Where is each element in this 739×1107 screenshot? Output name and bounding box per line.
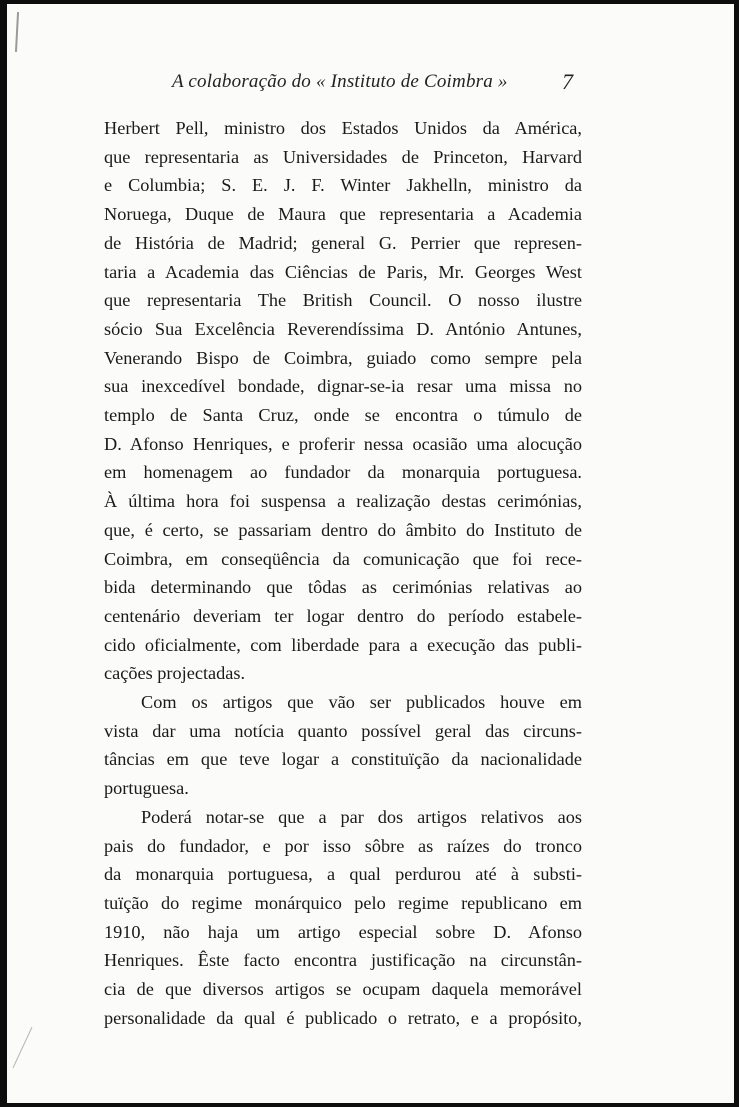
running-title: A colaboração do « Instituto de Coimbra »	[172, 71, 508, 92]
text-line: Coimbra, em conseqüência da comunicação que foi rece-	[104, 548, 582, 569]
text-line: cia de que diversos artigos se ocupam daquela memorável	[104, 979, 582, 1000]
text-line: centenário deveriam ter logar dentro do período estabele-	[104, 605, 582, 626]
text-line: Noruega, Duque de Maura que representaria a Academia	[104, 204, 582, 225]
text-line: que, é certo, se passariam dentro do âmbito do Instituto de	[104, 519, 582, 540]
text-line: sócio Sua Excelência Reverendíssima D. António Antunes,	[104, 318, 582, 339]
text-line: À última hora foi suspensa a realização destas cerimónias,	[104, 491, 582, 512]
text-line: D. Afonso Henriques, e proferir nessa ocasião uma alocução	[104, 433, 582, 454]
text-line: cações projectadas.	[104, 663, 246, 684]
scan-edge-right	[734, 0, 739, 1107]
text-line: bida determinando que tôdas as cerimónias relativas ao	[104, 577, 582, 598]
page-number: 7	[562, 69, 573, 94]
text-line: da monarquia portuguesa, a qual perdurou até à substi-	[104, 864, 582, 885]
text-line: cido oficialmente, com liberdade para a execução das publi-	[104, 634, 582, 655]
scan-mark	[13, 1027, 33, 1068]
scan-mark	[15, 12, 19, 52]
scan-edge-left	[0, 0, 7, 1107]
text-line: Herbert Pell, ministro dos Estados Unidos da América,	[104, 118, 582, 138]
text-line: Venerando Bispo de Coimbra, guiado como sempre pela	[104, 347, 582, 368]
text-line: sua inexcedível bondade, dignar-se-ia resar uma missa no	[104, 376, 582, 397]
text-line: tuïção do regime monárquico pelo regime republicano em	[104, 892, 582, 913]
scan-edge-bottom	[0, 1103, 739, 1107]
text-line: personalidade da qual é publicado o retrato, e a propósito,	[104, 1007, 582, 1028]
text-line: taria a Academia das Ciências de Paris, Mr. Georges West	[104, 261, 582, 282]
text-line: de História de Madrid; general G. Perrier que represen-	[104, 232, 582, 253]
text-line: templo de Santa Cruz, onde se encontra o túmulo de	[104, 405, 582, 426]
text-line: vista dar uma notícia quanto possível geral das circuns-	[104, 720, 582, 741]
text-line: que representaria as Universidades de Princeton, Harvard	[104, 146, 582, 167]
text-line: e Columbia; S. E. J. F. Winter Jakhelln, ministro da	[104, 175, 582, 196]
paragraph-start-line: Poderá notar-se que a par dos artigos relativos aos	[141, 806, 582, 827]
text-line: pais do fundador, e por isso sôbre as raízes do tronco	[104, 835, 582, 856]
text-line: que representaria The British Council. O nosso ilustre	[104, 290, 582, 311]
text-line: Henriques. Êste facto encontra justificação na circunstân-	[104, 950, 582, 971]
text-line: tâncias em que teve logar a constituïção da nacionalidade	[104, 749, 582, 770]
body-text	[104, 114, 582, 1033]
paragraph-start-line: Com os artigos que vão ser publicados houve em	[141, 692, 582, 713]
text-line: portuguesa.	[104, 778, 189, 799]
text-line: em homenagem ao fundador da monarquia portuguesa.	[104, 462, 582, 483]
scan-edge-top	[0, 0, 739, 4]
text-line: 1910, não haja um artigo especial sobre D. Afonso	[104, 921, 582, 942]
